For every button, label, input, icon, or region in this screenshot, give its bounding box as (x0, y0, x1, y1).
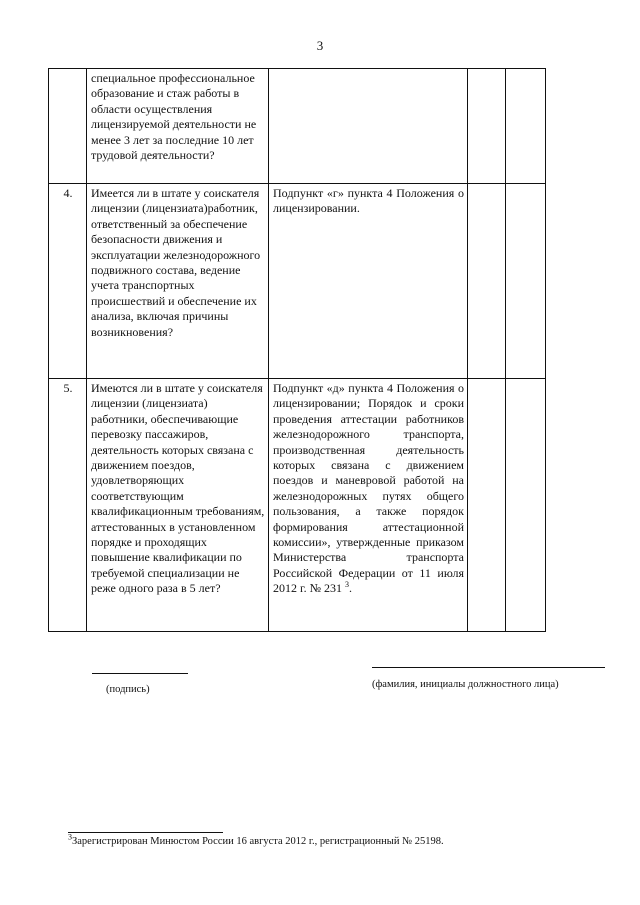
question-text: специальное профессиональное образование и стаж работы в области осуществления лицензируемой деятельности не менее 3 лет за последние 10 лет трудовой деятельности? (87, 69, 269, 184)
answer-cell-yes (468, 69, 506, 184)
footnote-divider (68, 832, 223, 833)
answer-cell-no (506, 69, 546, 184)
name-line (372, 667, 605, 668)
table-row (49, 184, 546, 379)
row-number: 4. (49, 184, 87, 379)
table-row (49, 379, 546, 632)
checklist-table (48, 68, 546, 632)
legal-basis-text: Подпункт «г» пункта 4 Положения о лицензировании. (269, 184, 468, 379)
footnote-reference: 3 (345, 580, 350, 590)
answer-cell-yes (468, 379, 506, 632)
footnote (68, 832, 444, 847)
answer-cell-yes (468, 184, 506, 379)
answer-cell-no (506, 184, 546, 379)
legal-basis-text: Подпункт «д» пункта 4 Положения о лицензировании; Порядок и сроки проведения аттестации работников железнодорожного транспорта, производственная деятельность которых связана с движением поездов и маневровой работой на железнодорожных путях общего пользования, а также порядок формирования аттестационной комиссии», утвержденные приказом Министерства транспорта Российской Федерации от 11 июля 2012 г. № 231 (273, 381, 464, 596)
answer-cell-no (506, 379, 546, 632)
legal-basis-end: . (349, 581, 353, 596)
page-number: 3 (316, 38, 324, 53)
footnote-mark: 3 (68, 832, 72, 842)
row-number (49, 69, 87, 184)
question-text: Имеются ли в штате у соискателя лицензии (лицензиата) работники, обеспечивающие перевозку пассажиров, деятельность которых связана с движением поездов, удовлетворяющих соответствующим квалификационным требованиям, аттестованных в установленном порядке и проходящих повышение квалификации по требуемой специализации не реже одного раза в 5 лет? (87, 379, 269, 632)
legal-basis-text (269, 69, 468, 184)
footnote-text: Зарегистрирован Минюстом России 16 августа 2012 г., регистрационный № 25198. (72, 836, 444, 847)
name-caption: (фамилия, инициалы должностного лица) (372, 679, 559, 690)
signature-caption: (подпись) (106, 684, 150, 695)
legal-basis-cell (269, 379, 468, 632)
table-row (49, 69, 546, 184)
question-text: Имеется ли в штате у соискателя лицензии (лицензиата)работник, ответственный за обеспечение безопасности движения и эксплуатации железнодорожного подвижного состава, ведение учета транспортных происшествий и обеспечение их анализа, включая причины возникновения? (87, 184, 269, 379)
row-number: 5. (49, 379, 87, 632)
signature-line (92, 673, 188, 674)
